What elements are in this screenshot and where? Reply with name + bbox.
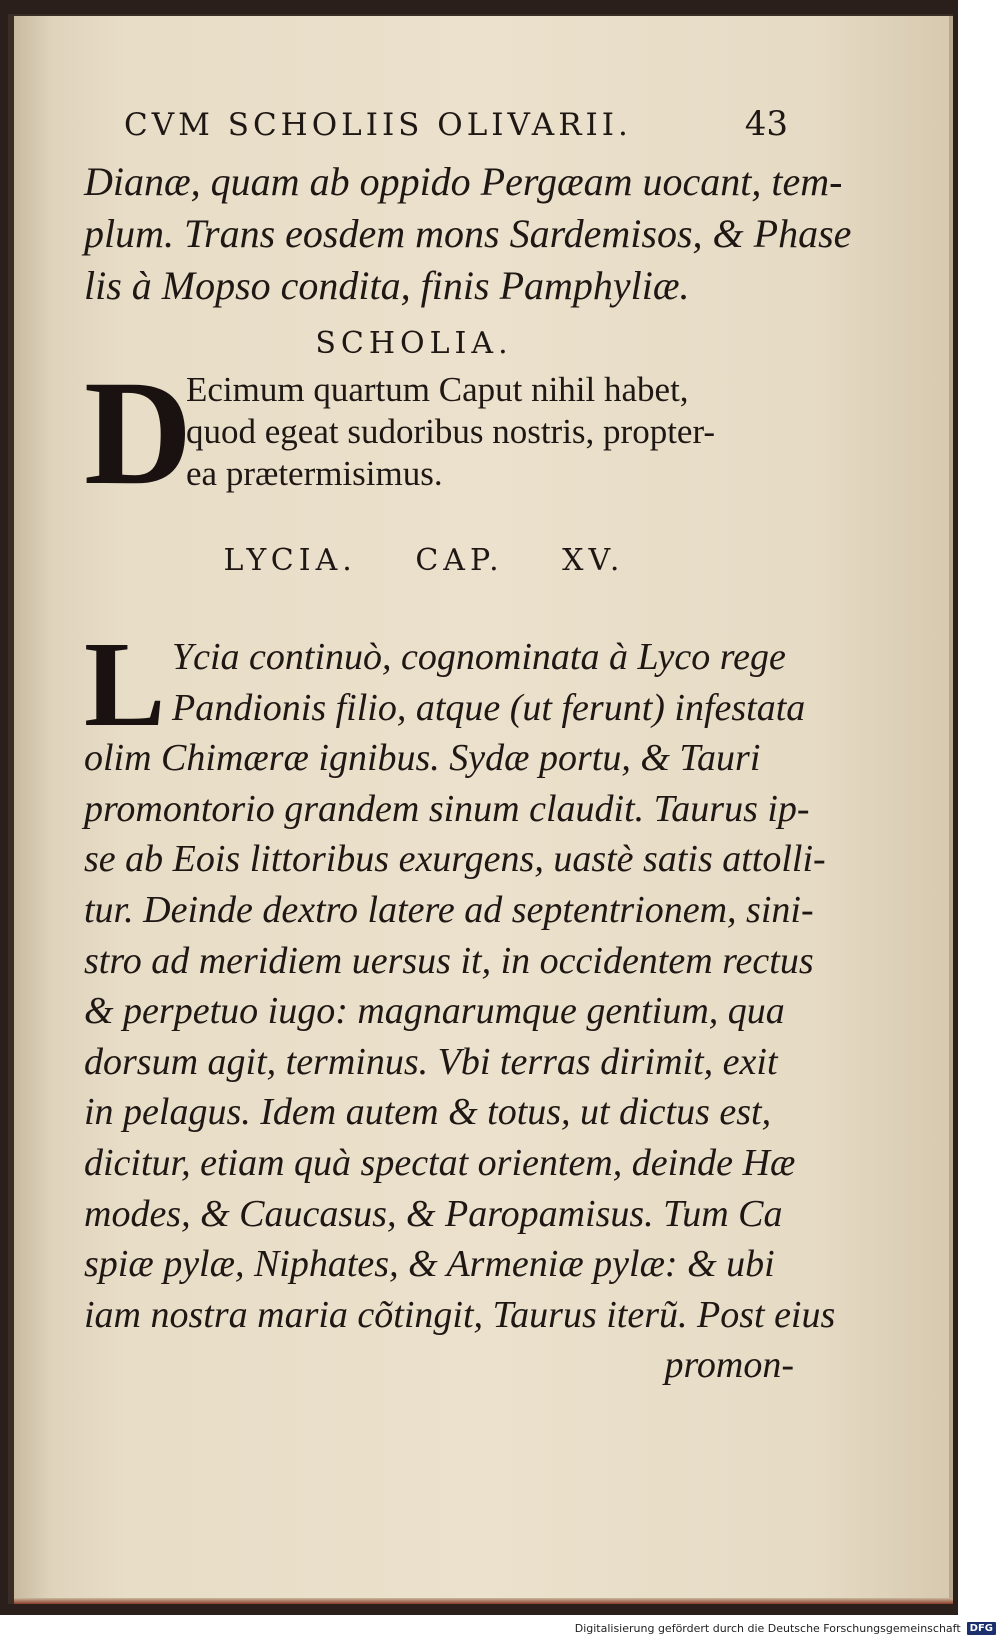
text-line: spiæ pylæ, Niphates, & Armeniæ pylæ: & ubi xyxy=(84,1243,775,1286)
text-line: & perpetuo iugo: magnarumque gentium, qua xyxy=(84,990,785,1033)
page-bottom-edge xyxy=(14,1598,953,1604)
text-line: dorsum agit, terminus. Vbi terras dirimit, exit xyxy=(84,1040,778,1083)
text-line: se ab Eois littoribus exurgens, uastè satis attolli- xyxy=(84,838,826,881)
footer-credit: Digitalisierung gefördert durch die Deutsche Forschungsgemeinschaft xyxy=(574,1621,961,1635)
scholia-paragraph xyxy=(84,350,804,516)
text-line: quod egeat sudoribus nostris, propter- xyxy=(186,412,716,451)
text-line: plum. Trans eosdem mons Sardemisos, & Phase xyxy=(84,211,852,256)
lycia-paragraph xyxy=(84,617,836,1391)
dfg-logo-icon: DFG xyxy=(967,1622,996,1635)
text-line: lis à Mopso condita, finis Pamphyliæ. xyxy=(84,263,690,308)
text-line: in pelagus. Idem autem & totus, ut dictus est, xyxy=(84,1091,772,1134)
text-line: stro ad meridiem uersus it, in occidentem rectus xyxy=(84,939,814,982)
chapter-heading: LYCIA. CAP. XV. xyxy=(223,543,625,578)
book-page xyxy=(8,14,953,1604)
scholia-heading: SCHOLIA. xyxy=(315,326,513,361)
text-line: olim Chimæræ ignibus. Sydæ portu, & Tauri xyxy=(84,737,761,780)
catchword: promon- xyxy=(664,1344,794,1387)
text-line: modes, & Caucasus, & Paropamisus. Tum Ca xyxy=(84,1192,783,1235)
digitization-footer xyxy=(575,1619,996,1637)
text-line: promontorio grandem sinum claudit. Taurus ip- xyxy=(84,787,810,830)
text-block xyxy=(84,104,852,1391)
text-line: ea prætermisimus. xyxy=(186,454,443,493)
text-line: Pandionis filio, atque (ut ferunt) infestata xyxy=(172,686,806,729)
intro-paragraph xyxy=(84,156,852,312)
text-line: tur. Deinde dextro latere ad septentrionem, sini- xyxy=(84,888,814,931)
page-edge xyxy=(949,16,953,1604)
page-number: 43 xyxy=(744,104,788,144)
text-line: Ycia continuò, cognominata à Lyco rege xyxy=(172,636,786,678)
text-line: Dianæ, quam ab oppido Pergæam uocant, tem- xyxy=(84,159,843,204)
drop-cap: D xyxy=(84,350,193,516)
text-line: dicitur, etiam quà spectat orientem, deinde Hæ xyxy=(84,1141,796,1184)
drop-cap: L xyxy=(84,617,166,752)
text-line: Ecimum quartum Caput nihil habet, xyxy=(186,370,689,409)
text-line: iam nostra maria cõtingit, Taurus iterũ. Post eius xyxy=(84,1293,836,1336)
running-head xyxy=(124,104,788,156)
running-head-title: CVM SCHOLIIS OLIVARII. xyxy=(124,107,632,143)
